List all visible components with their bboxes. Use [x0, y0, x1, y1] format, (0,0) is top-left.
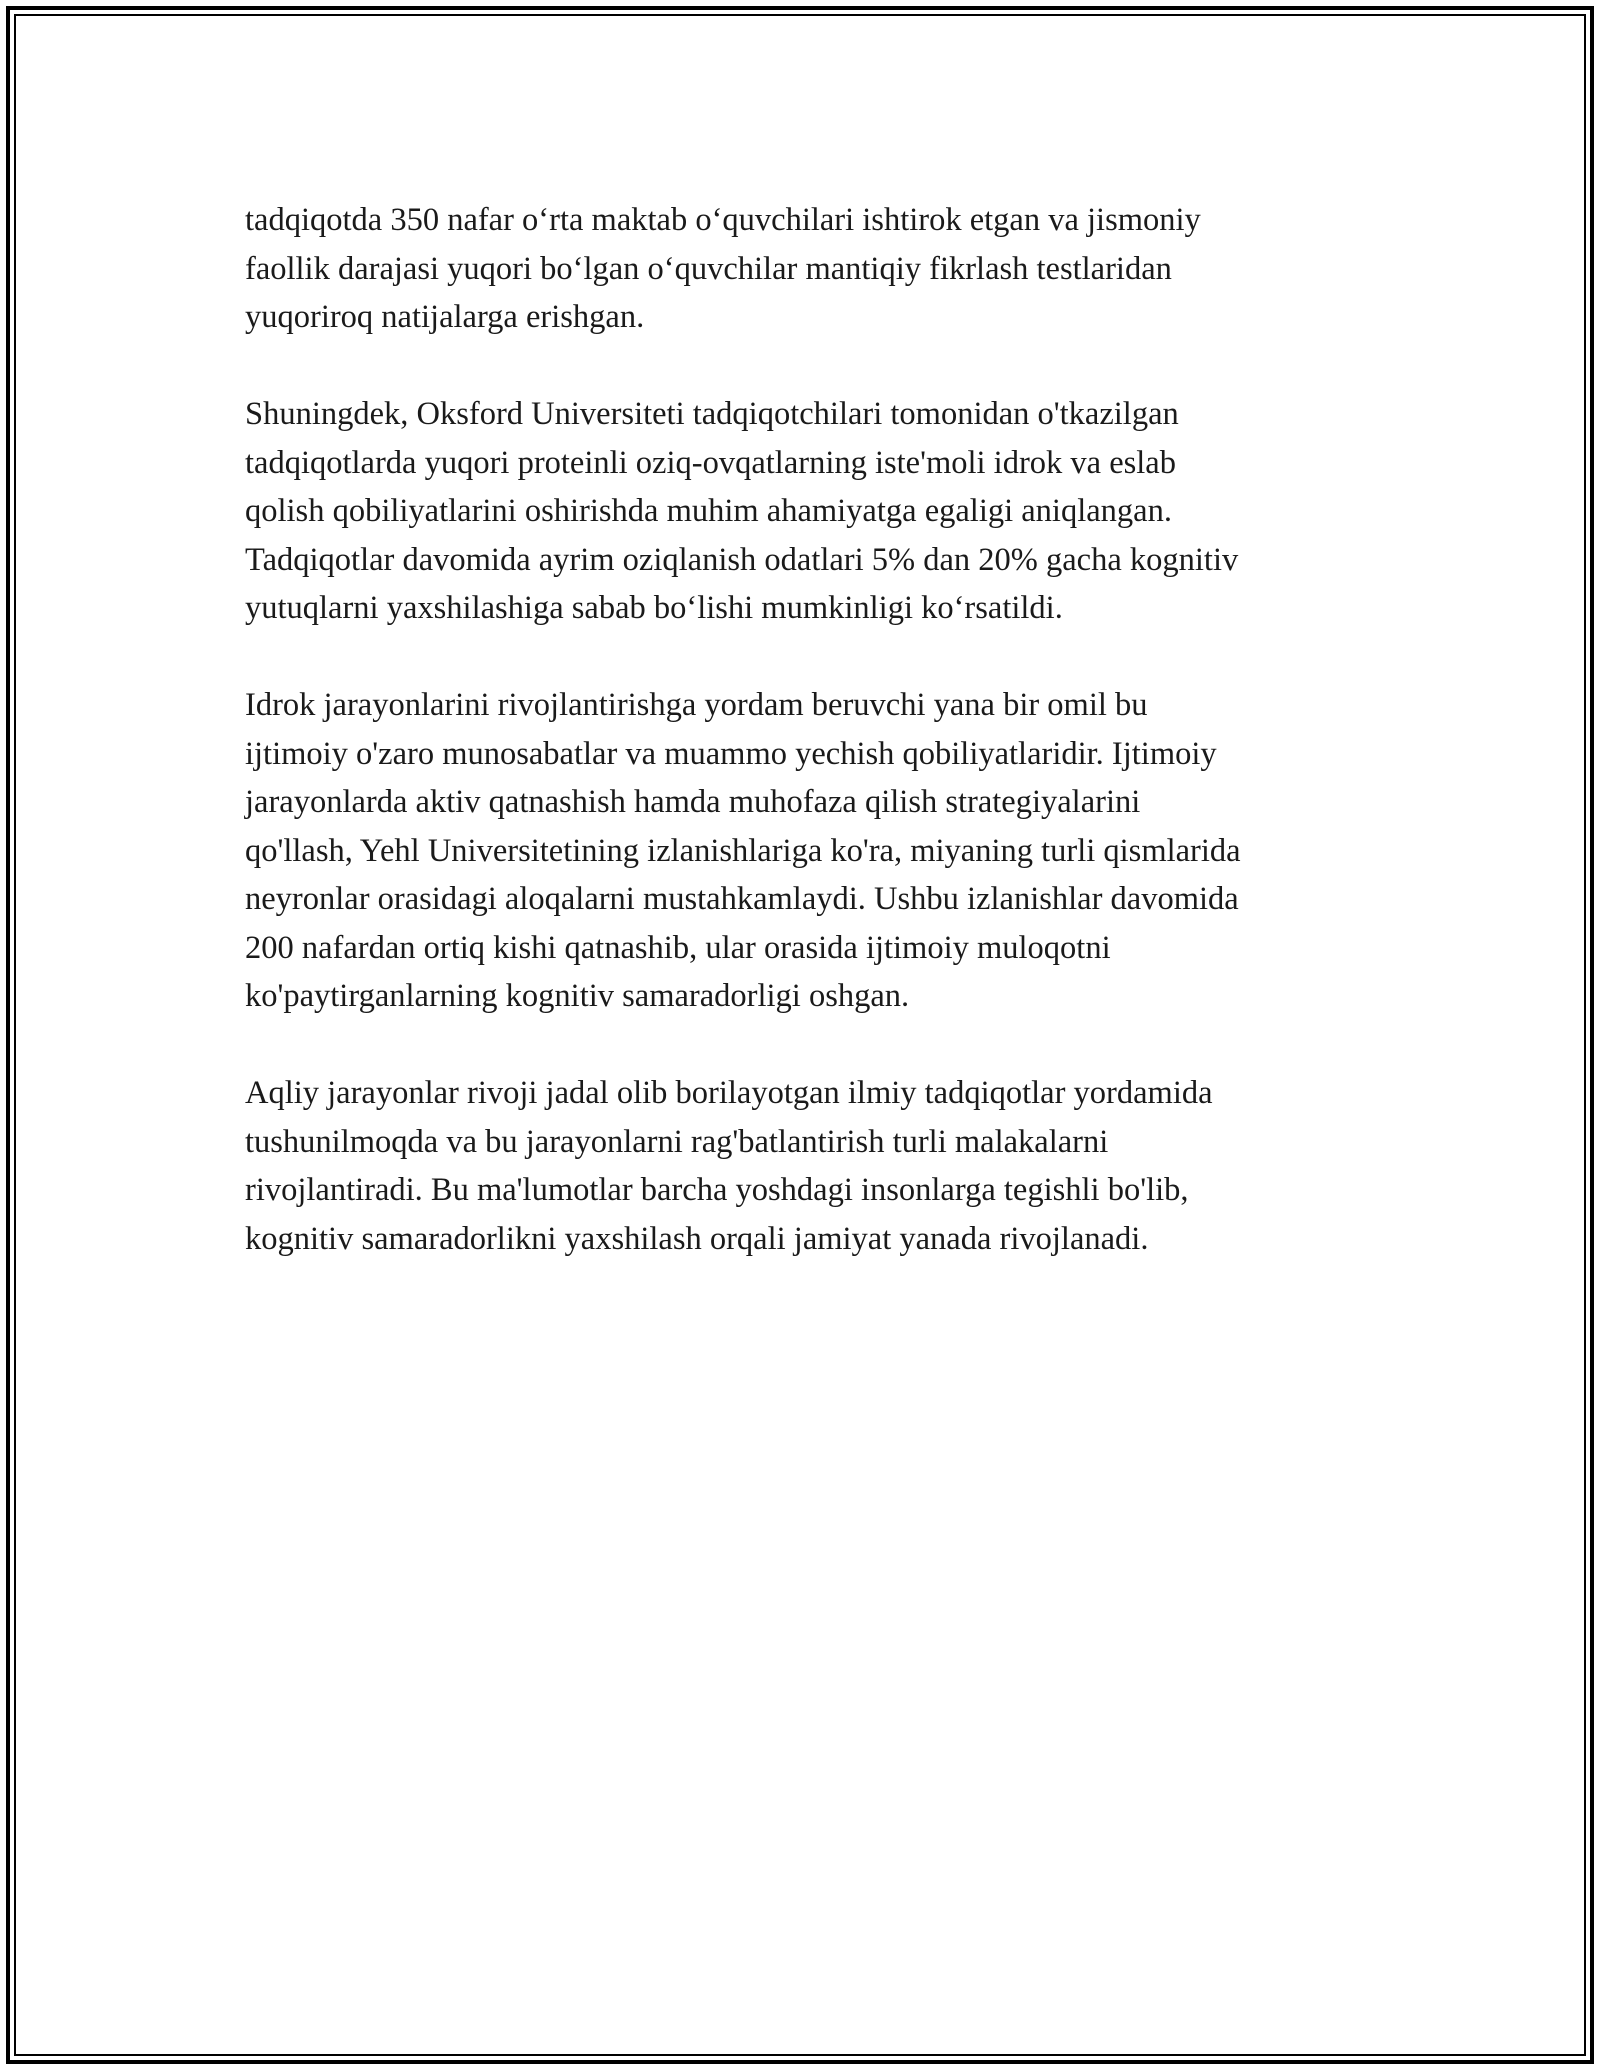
text-line: Aqliy jarayonlar rivoji jadal olib borilayotgan ilmiy tadqiqotlar yordamida: [245, 1075, 1213, 1111]
paragraph-3: [245, 681, 1395, 1021]
text-line: kognitiv samaradorlikni yaxshilash orqali jamiyat yanada rivojlanadi.: [245, 1220, 1149, 1257]
text-line: tadqiqotlarda yuqori proteinli oziq-ovqatlarning iste'moli idrok va eslab: [245, 444, 1176, 481]
text-line: neyronlar orasidagi aloqalarni mustahkamlaydi. Ushbu izlanishlar davomida: [245, 881, 1239, 917]
text-line: faollik darajasi yuqori boʻlgan oʻquvchilar mantiqiy fikrlash testlaridan: [245, 250, 1172, 287]
text-line: jarayonlarda aktiv qatnashish hamda muhofaza qilish strategiyalarini: [245, 784, 1141, 820]
text-line: yutuqlarni yaxshilashiga sabab boʻlishi mumkinligi koʻrsatildi.: [245, 590, 1063, 626]
text-line: ko'paytirganlarning kognitiv samaradorligi oshgan.: [245, 978, 910, 1014]
text-line: qolish qobiliyatlarini oshirishda muhim ahamiyatga egaligi aniqlangan.: [245, 493, 1172, 529]
text-line: qo'llash, Yehl Universitetining izlanishlariga ko'ra, miyaning turli qismlarida: [245, 832, 1241, 869]
page-border: [6, 6, 1594, 2064]
text-line: 200 nafardan ortiq kishi qatnashib, ular orasida ijtimoiy muloqotni: [245, 929, 1111, 966]
text-line: tushunilmoqda va bu jarayonlarni rag'batlantirish turli malakalarni: [245, 1123, 1109, 1160]
paragraph-4: [245, 1069, 1395, 1263]
document-body: [245, 196, 1395, 1312]
text-line: Idrok jarayonlarini rivojlantirishga yordam beruvchi yana bir omil bu: [245, 687, 1148, 723]
text-line: yuqoriroq natijalarga erishgan.: [245, 299, 645, 335]
text-line: tadqiqotda 350 nafar oʻrta maktab oʻquvchilari ishtirok etgan va jismoniy: [245, 202, 1201, 238]
text-line: Shuningdek, Oksford Universiteti tadqiqotchilari tomonidan o'tkazilgan: [245, 396, 1179, 432]
text-line: rivojlantiradi. Bu ma'lumotlar barcha yoshdagi insonlarga tegishli bo'lib,: [245, 1172, 1189, 1208]
text-line: Tadqiqotlar davomida ayrim oziqlanish odatlari 5% dan 20% gacha kognitiv: [245, 541, 1239, 578]
paragraph-2: [245, 390, 1395, 633]
text-line: ijtimoiy o'zaro munosabatlar va muammo yechish qobiliyatlaridir. Ijtimoiy: [245, 735, 1217, 772]
paragraph-1: [245, 196, 1395, 342]
